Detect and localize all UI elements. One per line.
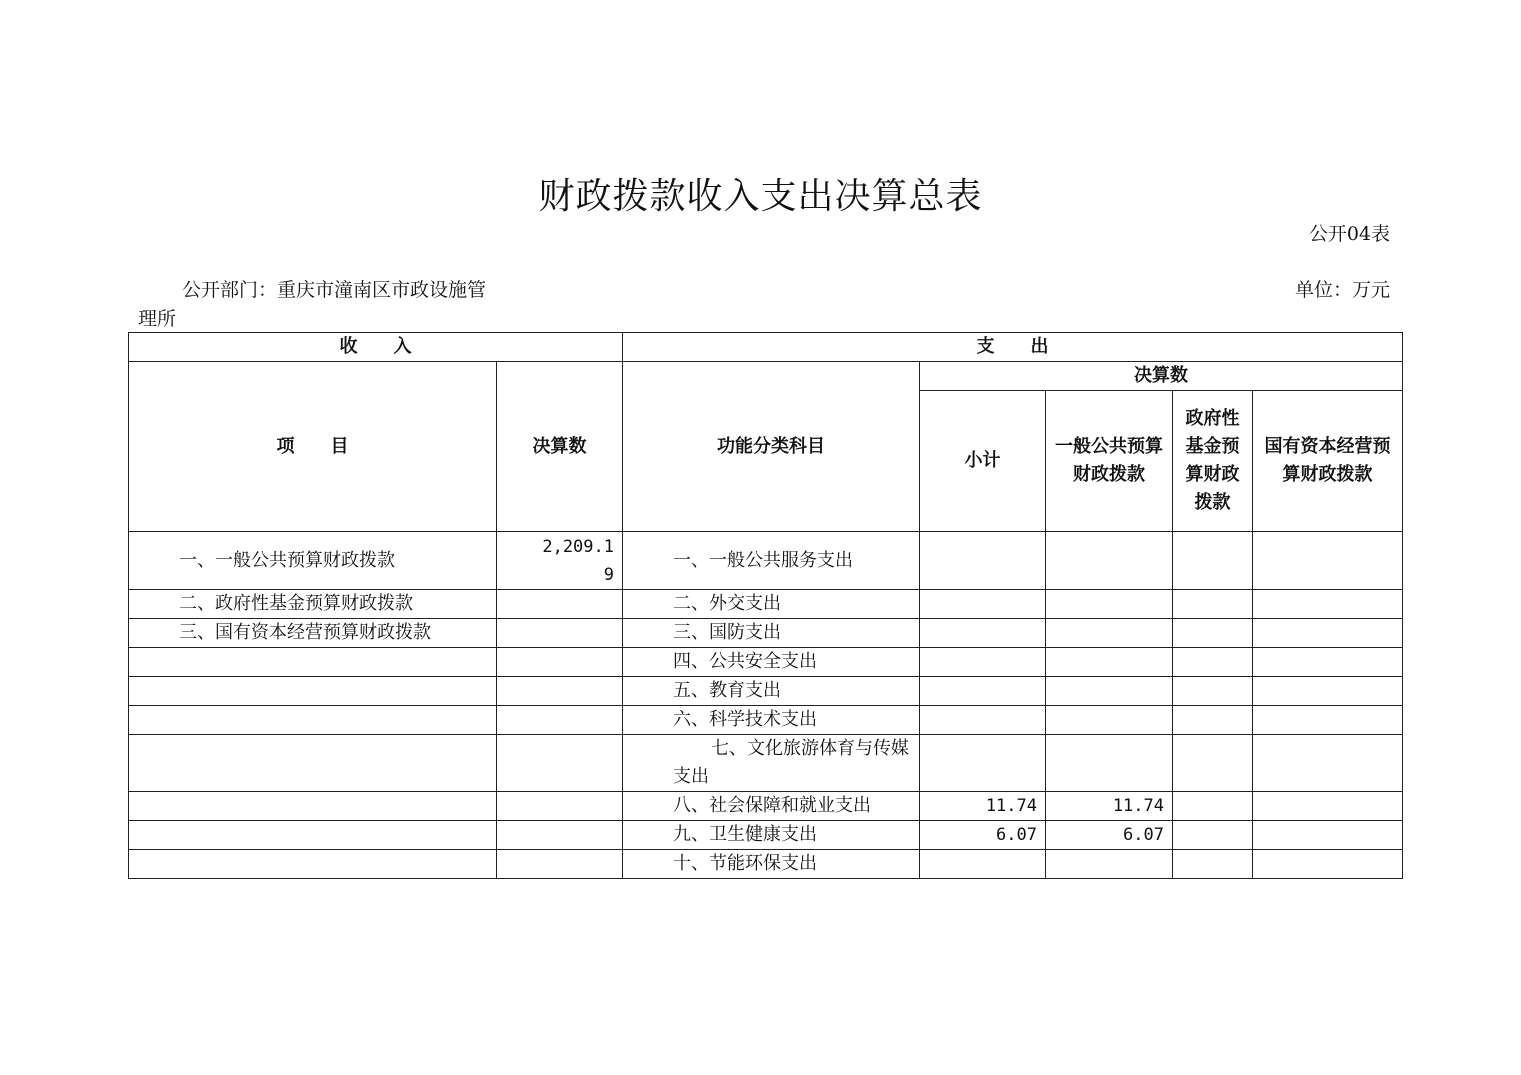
table-row [129,619,1403,648]
expense-item-cell: 九、卫生健康支出 [623,821,920,850]
amount-group-header: 决算数 [920,362,1403,391]
income-item-cell [129,706,497,735]
income-amount-cell [497,619,623,648]
subtotal-cell [920,735,1046,792]
income-item-cell [129,735,497,792]
amount-header: 决算数 [497,362,623,532]
state-capital-header: 国有资本经营预算财政拨款 [1253,391,1403,532]
state-capital-cell [1253,619,1403,648]
income-item-cell [129,792,497,821]
income-item-cell: 一、一般公共预算财政拨款 [129,532,497,590]
subtotal-cell: 11.74 [920,792,1046,821]
income-amount-cell [497,735,623,792]
page-title: 财政拨款收入支出决算总表 [538,176,983,217]
state-capital-cell [1253,821,1403,850]
table-row [129,792,1403,821]
general-budget-header: 一般公共预算财政拨款 [1046,391,1173,532]
income-item-cell: 二、政府性基金预算财政拨款 [129,590,497,619]
subtotal-cell [920,648,1046,677]
gov-fund-cell [1173,735,1253,792]
general-budget-cell [1046,619,1173,648]
department-label: 公开部门：重庆市潼南区市政设施管理所 [138,279,487,330]
income-amount-cell [497,706,623,735]
state-capital-cell [1253,735,1403,792]
expense-item-cell: 一、一般公共服务支出 [623,532,920,590]
income-item-cell [129,648,497,677]
expense-item-cell: 二、外交支出 [623,590,920,619]
income-amount-cell [497,850,623,879]
appropriation-table [128,332,1403,879]
table-row [129,590,1403,619]
income-amount-cell [497,648,623,677]
table-row [129,677,1403,706]
expense-item-cell: 五、教育支出 [623,677,920,706]
subtotal-cell [920,850,1046,879]
table-row [129,648,1403,677]
general-budget-cell [1046,532,1173,590]
state-capital-cell [1253,648,1403,677]
income-amount-cell [497,677,623,706]
general-budget-cell: 11.74 [1046,792,1173,821]
gov-fund-cell [1173,677,1253,706]
gov-fund-cell [1173,792,1253,821]
subtotal-cell [920,706,1046,735]
general-budget-cell [1046,590,1173,619]
subtotal-cell [920,590,1046,619]
state-capital-cell [1253,532,1403,590]
gov-fund-cell [1173,850,1253,879]
income-item-cell: 三、国有资本经营预算财政拨款 [129,619,497,648]
gov-fund-cell [1173,532,1253,590]
gov-fund-cell [1173,648,1253,677]
general-budget-cell: 6.07 [1046,821,1173,850]
unit-label: 单位：万元 [1294,279,1390,301]
expense-item-cell: 七、文化旅游体育与传媒支出 [623,735,920,792]
general-budget-cell [1046,850,1173,879]
expense-item-cell: 六、科学技术支出 [623,706,920,735]
expense-item-cell: 三、国防支出 [623,619,920,648]
subtotal-cell: 6.07 [920,821,1046,850]
state-capital-cell [1253,677,1403,706]
gov-fund-cell [1173,619,1253,648]
expense-item-cell: 十、节能环保支出 [623,850,920,879]
income-amount-cell [497,792,623,821]
income-item-cell [129,821,497,850]
general-budget-cell [1046,735,1173,792]
subtotal-cell [920,532,1046,590]
gov-fund-header: 政府性基金预算财政拨款 [1173,391,1253,532]
subtotal-header: 小计 [920,391,1046,532]
gov-fund-cell [1173,706,1253,735]
income-header: 收 入 [129,333,623,362]
table-row [129,850,1403,879]
subtotal-cell [920,619,1046,648]
general-budget-cell [1046,677,1173,706]
income-amount-cell [497,821,623,850]
state-capital-cell [1253,706,1403,735]
general-budget-cell [1046,648,1173,677]
state-capital-cell [1253,590,1403,619]
income-item-cell [129,677,497,706]
expense-item-cell: 四、公共安全支出 [623,648,920,677]
state-capital-cell [1253,792,1403,821]
gov-fund-cell [1173,821,1253,850]
income-amount-cell: 2,209.19 [497,532,623,590]
func-category-header: 功能分类科目 [623,362,920,532]
item-header: 项 目 [129,362,497,532]
form-number: 公开04表 [1308,223,1390,245]
income-item-cell [129,850,497,879]
gov-fund-cell [1173,590,1253,619]
table-row [129,735,1403,792]
subtotal-cell [920,677,1046,706]
income-amount-cell [497,590,623,619]
table-row [129,821,1403,850]
expense-header: 支 出 [623,333,1403,362]
table-row [129,706,1403,735]
general-budget-cell [1046,706,1173,735]
state-capital-cell [1253,850,1403,879]
expense-item-cell: 八、社会保障和就业支出 [623,792,920,821]
table-row [129,532,1403,590]
